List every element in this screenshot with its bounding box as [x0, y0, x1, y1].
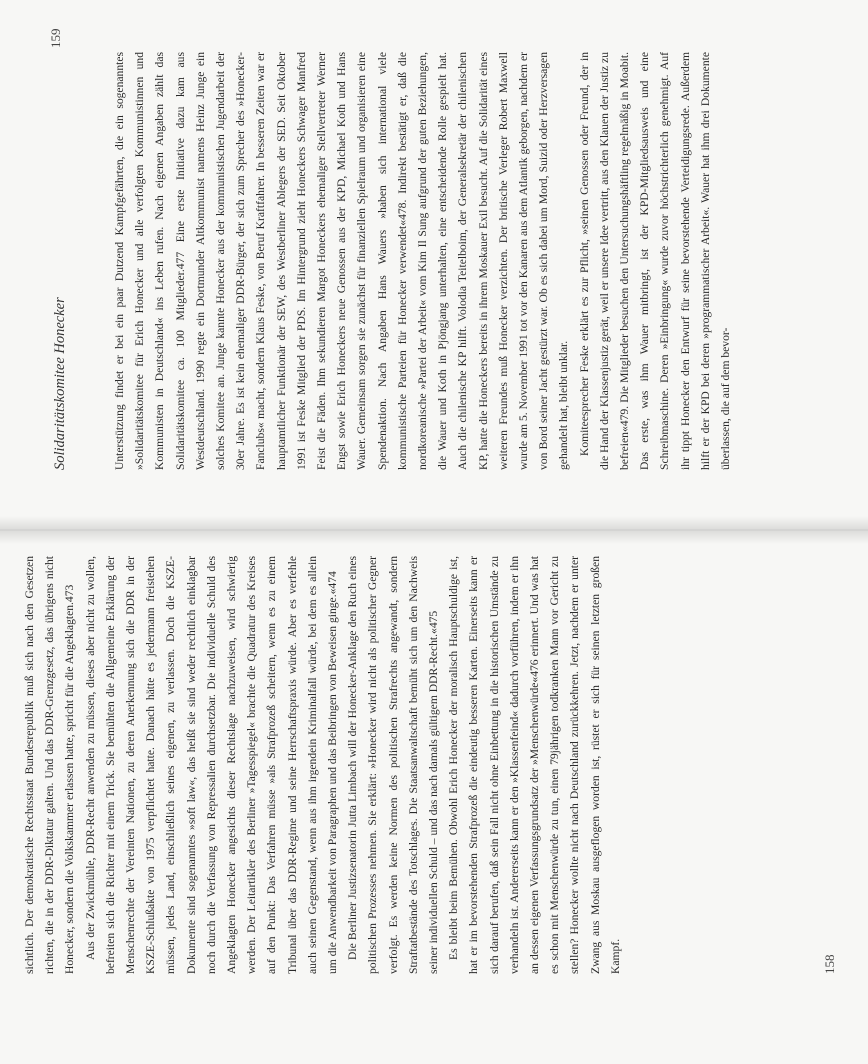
paragraph: Unterstützung findet er bei ein paar Dutzend Kampfgefährten, die ein sogenanntes »Solidaritätskomitee für Erich Honecker und alle verfolgten Kommunistinnen und Kommunisten in Deutschland« ins Leben rufen. Nach eigenen Angaben zählt das Solidaritätskomitee ca. 100 Mitglieder.477 Eine erste Initiative dazu kam aus Westdeutschland. 1990 regte ein Dortmunder Altkommunist namens Heinz Junge ein solches Komitee an. Junge kannte Honecker aus der kommunistischen Jugendarbeit der 30er Jahre. Es ist kein ehemaliger DDR-Bürger, der sich zum Sprecher des »Honecker-Fanclubs« macht, sondern Klaus Feske, von Beruf Kraftfahrer. In besseren Zeiten war er hauptamtlicher Funktionär der SEW, des Westberliner Ablegers der SED. Seit Oktober 1991 ist Feske Mitglied der PDS. Im Hintergrund zieht Honeckers Schwager Manfred Feist die Fäden. Ihm sekundieren Margot Honeckers ehemaliger Stellvertreter Werner Engst sowie Erich Honeckers neue Genossen aus der KPD, Michael Koth und Hans Wauer. Gemeinsam sorgen sie zunächst für finanziellen Spielraum und organisieren eine Spendenaktion. Nach Angaben Hans Wauers »haben sich international viele kommunistische Parteien für Honecker verwendet«478. Indirekt bestätigt er, daß die nordkoreanische »Partei der Arbeit« vom Kim Il Sung aufgrund der guten Beziehungen, die Wauer und Koth in Pjöngjang unterhalten, eine entscheidende Rolle gespielt hat. Auch die chilenische KP hilft. Volodia Teitelboim, der Generalsekretär der chilenischen KP, hatte die Honeckers bereits in ihrem Moskauer Exil besucht. Auf die Solidarität eines weiteren Freundes muß Honecker verzichten. Der britische Verleger Robert Maxwell wurde am 5. November 1991 tot vor den Kanaren aus dem Atlantik geborgen, nachdem er von Bord seiner Jacht gestürzt war. Ob es sich dabei um Mord, Suizid oder Herzversagen gehandelt hat, bleibt unklar. — [113, 52, 571, 470]
left-page — [0, 532, 868, 1064]
section-title: Solidaritätskomitee Honecker — [52, 297, 68, 470]
page-number: 158 — [822, 954, 837, 974]
left-page-body — [20, 556, 626, 974]
right-page-body — [110, 52, 736, 470]
paragraph: Aus der Zwickmühle, DDR-Recht anwenden zu müssen, dieses aber nicht zu wollen, befreiten sich die Richter mit einem Trick. Sie bemühten die Allgemeine Erklärung der Menschenrechte der Vereinten Nationen, zu deren Anerkennung sich die DDR in der KSZE-Schlußakte von 1975 verpflichtet hatte. Danach hätte es jedermann freistehen müssen, jedes Land, einschließlich seines eigenen, zu verlassen. Doch die KSZE-Dokumente sind sogenanntes »soft law«, das heißt sie sind weder rechtlich einklagbar noch durch die Verfassung von Repressalien durchsetzbar. Die individuelle Schuld des Angeklagten Honecker angesichts dieser Rechtslage nachzuweisen, wird schwierig werden. Der Leitartikler des Berliner »Tagesspiegel« brachte die Quadratur des Kreises auf den Punkt: Das Verfahren müsse »als Strafprozeß scheitern, wenn es zu einem Tribunal über das DDR-Regime und seine Herrschaftspraxis würde. Aber es verfehle auch seinen Gegenstand, wenn aus ihm irgendein Kriminalfall würde, bei dem es allein um die Anwendbarkeit von Paragraphen und das Beibringen von Beweisen ginge.«474 — [83, 556, 340, 974]
paragraph: sichtlich. Der demokratische Rechtsstaat Bundesrepublik muß sich nach den Gesetzen richten, die in der DDR-Diktatur galten. Und das DDR-Grenzgesetz, das übrigens nicht Honecker, sondern die Volkskammer erlassen hatte, spricht für die Angeklagten.473 — [23, 556, 77, 974]
paragraph: Es bleibt beim Bemühen. Obwohl Erich Honecker der moralisch Hauptschuldige ist, hat er im bevorstehenden Strafprozeß die eindeutig besseren Karten. Einerseits kann er sich darauf berufen, daß sein Fall nicht ohne Einbettung in die historischen Umstände zu verhandeln ist. Andererseits kann er den »Klassenfeind« dadurch vorführen, indem er ihn an dessen eigenen Verfassungsgrundsatz der »Menschenwürde«476 erinnert. Und was hat es schon mit Menschenwürde zu tun, einen 79jährigen todkranken Mann vor Gericht zu stellen? Honecker wollte nicht nach Deutschland zurückkehren. Jetzt, nachdem er unter Zwang aus Moskau ausgeflogen worden ist, rüstet er sich für seinen letzten großen Kampf. — [447, 556, 622, 974]
paragraph: Komiteesprecher Feske erklärt es zur Pflicht, »seinen Genossen oder Freund, der in die Hand der Klassenjustiz gerät, weil er unsere Idee vertritt, aus den Klauen der Justiz zu befreien«479. Die Mitglieder besuchen den Untersuchungshäftling regelmäßig in Moabit. Das erste, was ihm Wauer mitbringt, ist der KPD-Mitgliedsausweis und eine Schreibmaschine. Deren »Einbringung« wurde zuvor höchstrichterlich genehmigt. Auf ihr tippt Honecker den Entwurf für seine bevorstehende Verteidigungsrede. Außerdem hilft er der KPD bei deren »programmatischer Arbeit«. Wauer hat ihm drei Dokumente überlassen, die auf dem bevor- — [577, 52, 733, 470]
page-number: 159 — [48, 28, 63, 48]
paragraph: Die Berliner Justizsenatorin Jutta Limbach will der Honecker-Anklage den Ruch eines politischen Prozesses nehmen. Sie erklärt: »Honecker wird nicht als politischer Gegner verfolgt. Es werden keine Normen des politischen Strafrechts angewandt, sondern Straftatbestände des Totschlages. Die Staatsanwaltschaft bemüht sich um den Nachweis seiner individuellen Schuld – und das nach damals gültigem DDR-Recht.«475 — [346, 556, 441, 974]
